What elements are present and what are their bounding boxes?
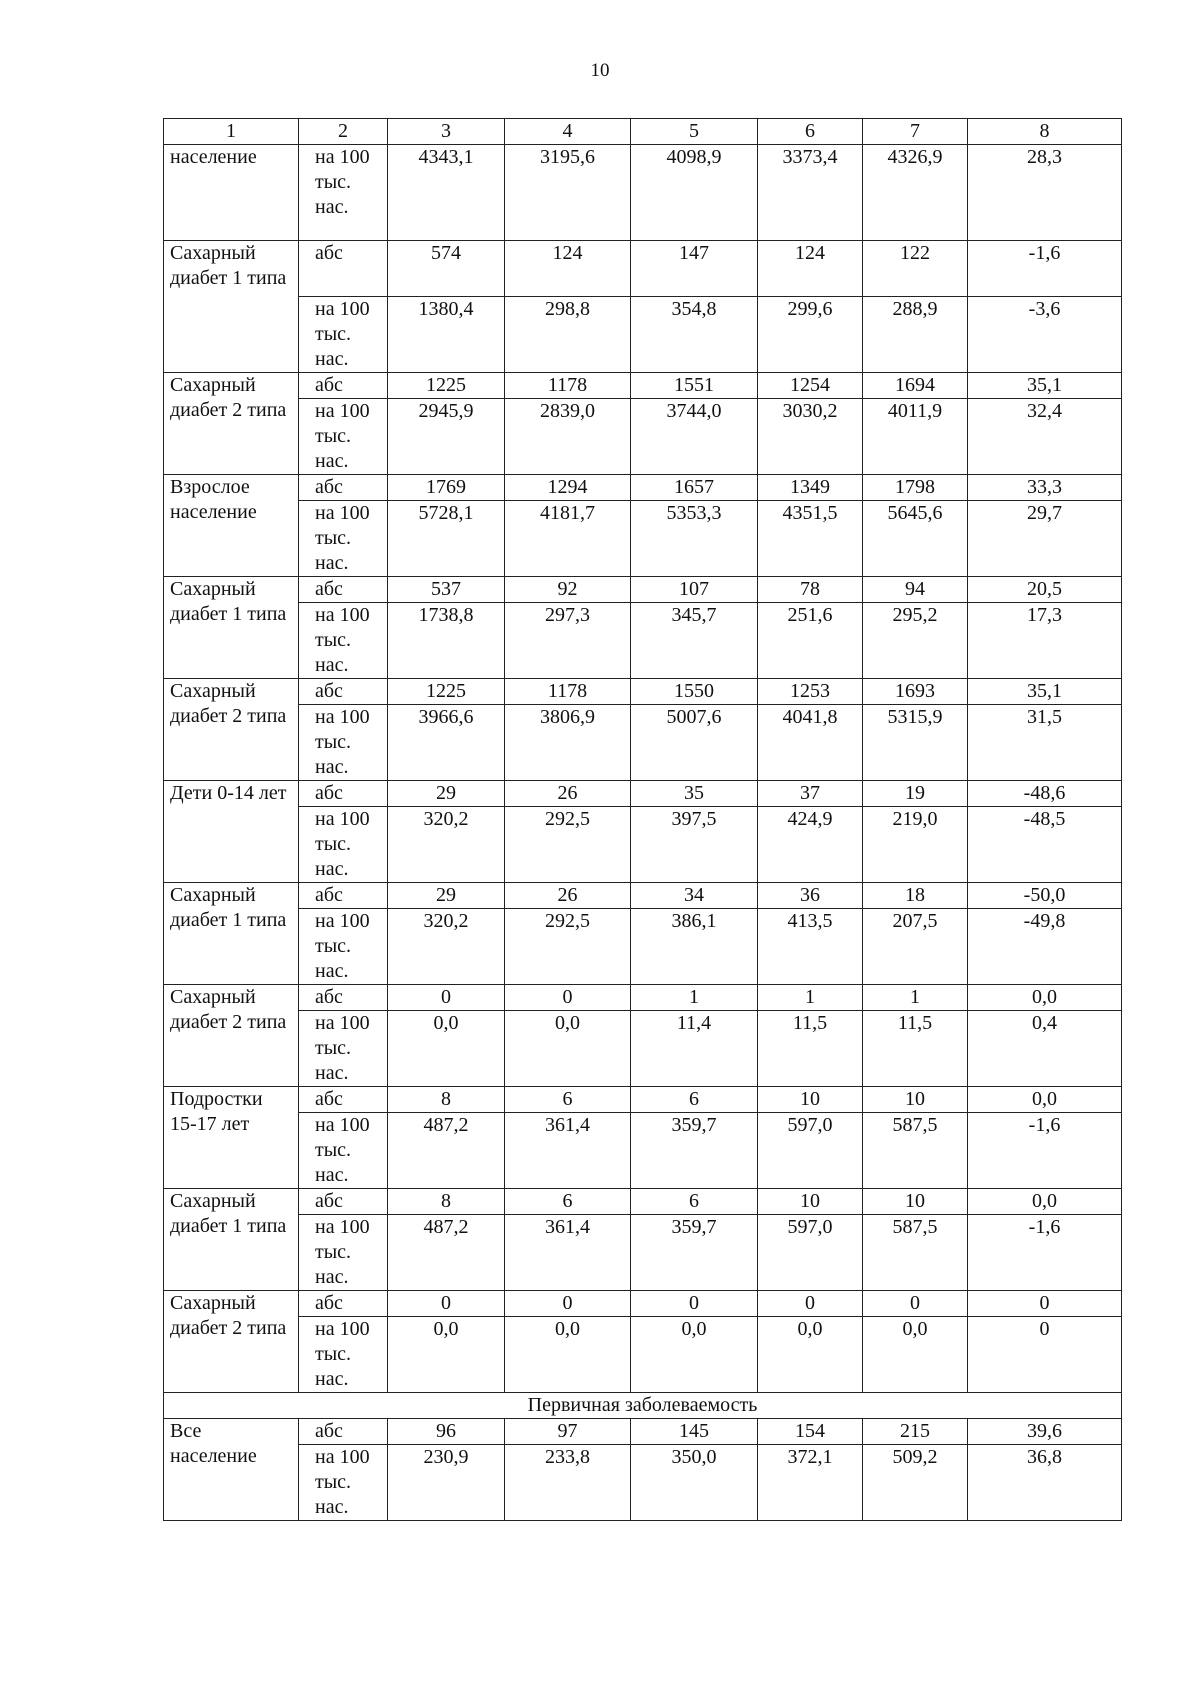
value-cell: 5007,6 [631, 705, 758, 781]
table-row [164, 297, 1122, 373]
column-header: 7 [863, 119, 968, 145]
value-cell: 96 [388, 1419, 505, 1445]
table-row [164, 1189, 1122, 1215]
value-cell: 1253 [758, 679, 863, 705]
unit-cell: абс [299, 1087, 388, 1113]
unit-cell: на 100 тыс. нас. [299, 1317, 388, 1393]
value-cell: 0,0 [968, 1087, 1122, 1113]
table-row [164, 1419, 1122, 1445]
page-number: 10 [590, 60, 610, 81]
value-cell: 299,6 [758, 297, 863, 373]
value-cell: -48,5 [968, 807, 1122, 883]
table-row [164, 705, 1122, 781]
value-cell: 207,5 [863, 909, 968, 985]
value-cell: 37 [758, 781, 863, 807]
value-cell: -48,6 [968, 781, 1122, 807]
unit-cell: абс [299, 475, 388, 501]
value-cell: 1550 [631, 679, 758, 705]
value-cell: 359,7 [631, 1215, 758, 1291]
row-group-label: Сахарный диабет 1 типа [164, 577, 299, 679]
table-row [164, 1215, 1122, 1291]
row-group-label: Сахарный диабет 1 типа [164, 1189, 299, 1291]
row-group-label: население [164, 145, 299, 241]
value-cell: 154 [758, 1419, 863, 1445]
table-row [164, 373, 1122, 399]
table-row [164, 603, 1122, 679]
value-cell: 11,5 [758, 1011, 863, 1087]
unit-cell: на 100 тыс. нас. [299, 705, 388, 781]
unit-cell: на 100 тыс. нас. [299, 1011, 388, 1087]
value-cell: 1657 [631, 475, 758, 501]
column-number-row [164, 119, 1122, 145]
value-cell: 6 [631, 1087, 758, 1113]
value-cell: 1 [863, 985, 968, 1011]
value-cell: 320,2 [388, 909, 505, 985]
value-cell: 597,0 [758, 1113, 863, 1189]
value-cell: 18 [863, 883, 968, 909]
table-row [164, 1445, 1122, 1521]
value-cell: 215 [863, 1419, 968, 1445]
value-cell: 29 [388, 781, 505, 807]
value-cell: 35,1 [968, 373, 1122, 399]
unit-cell: абс [299, 781, 388, 807]
table-row [164, 577, 1122, 603]
value-cell: 17,3 [968, 603, 1122, 679]
value-cell: 0 [388, 1291, 505, 1317]
value-cell: 10 [758, 1189, 863, 1215]
value-cell: 0 [631, 1291, 758, 1317]
value-cell: 297,3 [505, 603, 631, 679]
value-cell: 1 [758, 985, 863, 1011]
row-group-label: Сахарный диабет 2 типа [164, 1291, 299, 1393]
unit-cell: на 100 тыс. нас. [299, 501, 388, 577]
value-cell: 251,6 [758, 603, 863, 679]
value-cell: 4181,7 [505, 501, 631, 577]
value-cell: 35,1 [968, 679, 1122, 705]
value-cell: 5645,6 [863, 501, 968, 577]
value-cell: 597,0 [758, 1215, 863, 1291]
value-cell: 6 [631, 1189, 758, 1215]
value-cell: 0,0 [968, 1189, 1122, 1215]
value-cell: 0 [758, 1291, 863, 1317]
value-cell: 0 [968, 1291, 1122, 1317]
value-cell: 1349 [758, 475, 863, 501]
value-cell: -1,6 [968, 1215, 1122, 1291]
row-group-label: Подростки 15-17 лет [164, 1087, 299, 1189]
table-row [164, 399, 1122, 475]
value-cell: 587,5 [863, 1113, 968, 1189]
section-title: Первичная заболеваемость [164, 1393, 1122, 1419]
value-cell: 1254 [758, 373, 863, 399]
value-cell: 359,7 [631, 1113, 758, 1189]
value-cell: 1178 [505, 373, 631, 399]
table-row [164, 1317, 1122, 1393]
value-cell: -50,0 [968, 883, 1122, 909]
value-cell: 31,5 [968, 705, 1122, 781]
value-cell: 3195,6 [505, 145, 631, 241]
value-cell: 1225 [388, 679, 505, 705]
value-cell: 3806,9 [505, 705, 631, 781]
value-cell: 0,0 [388, 1317, 505, 1393]
value-cell: 0 [863, 1291, 968, 1317]
value-cell: 20,5 [968, 577, 1122, 603]
unit-cell: абс [299, 1189, 388, 1215]
column-header: 2 [299, 119, 388, 145]
value-cell: 487,2 [388, 1215, 505, 1291]
value-cell: 0 [968, 1317, 1122, 1393]
section-header-row [164, 1393, 1122, 1419]
value-cell: 4011,9 [863, 399, 968, 475]
value-cell: 413,5 [758, 909, 863, 985]
value-cell: 6 [505, 1189, 631, 1215]
table-row [164, 1087, 1122, 1113]
value-cell: 147 [631, 241, 758, 297]
value-cell: 3373,4 [758, 145, 863, 241]
value-cell: 361,4 [505, 1113, 631, 1189]
value-cell: 320,2 [388, 807, 505, 883]
value-cell: 4041,8 [758, 705, 863, 781]
value-cell: 397,5 [631, 807, 758, 883]
value-cell: 1798 [863, 475, 968, 501]
row-group-label: Взрослое население [164, 475, 299, 577]
value-cell: 345,7 [631, 603, 758, 679]
value-cell: 0 [505, 985, 631, 1011]
value-cell: 292,5 [505, 807, 631, 883]
value-cell: 92 [505, 577, 631, 603]
value-cell: 1380,4 [388, 297, 505, 373]
value-cell: 509,2 [863, 1445, 968, 1521]
table-row [164, 145, 1122, 241]
table-row [164, 781, 1122, 807]
value-cell: 33,3 [968, 475, 1122, 501]
unit-cell: абс [299, 679, 388, 705]
value-cell: 372,1 [758, 1445, 863, 1521]
row-group-label: Сахарный диабет 2 типа [164, 373, 299, 475]
unit-cell: на 100 тыс. нас. [299, 297, 388, 373]
table-row [164, 985, 1122, 1011]
table-row [164, 807, 1122, 883]
value-cell: 29 [388, 883, 505, 909]
value-cell: -1,6 [968, 241, 1122, 297]
table-row [164, 1113, 1122, 1189]
value-cell: 78 [758, 577, 863, 603]
value-cell: 2945,9 [388, 399, 505, 475]
value-cell: 11,5 [863, 1011, 968, 1087]
value-cell: 97 [505, 1419, 631, 1445]
value-cell: 2839,0 [505, 399, 631, 475]
value-cell: 1738,8 [388, 603, 505, 679]
value-cell: 361,4 [505, 1215, 631, 1291]
row-group-label: Сахарный диабет 1 типа [164, 241, 299, 373]
unit-cell: абс [299, 373, 388, 399]
value-cell: 1693 [863, 679, 968, 705]
unit-cell: абс [299, 985, 388, 1011]
value-cell: 26 [505, 883, 631, 909]
value-cell: 1694 [863, 373, 968, 399]
unit-cell: на 100 тыс. нас. [299, 145, 388, 241]
value-cell: 39,6 [968, 1419, 1122, 1445]
value-cell: 350,0 [631, 1445, 758, 1521]
value-cell: 0,0 [968, 985, 1122, 1011]
table-row [164, 475, 1122, 501]
value-cell: 36 [758, 883, 863, 909]
value-cell: 8 [388, 1189, 505, 1215]
value-cell: 6 [505, 1087, 631, 1113]
value-cell: 10 [863, 1189, 968, 1215]
column-header: 8 [968, 119, 1122, 145]
value-cell: 4098,9 [631, 145, 758, 241]
value-cell: 0,0 [863, 1317, 968, 1393]
row-group-label: Все население [164, 1419, 299, 1521]
value-cell: 574 [388, 241, 505, 297]
value-cell: 11,4 [631, 1011, 758, 1087]
value-cell: 1 [631, 985, 758, 1011]
value-cell: 124 [758, 241, 863, 297]
unit-cell: на 100 тыс. нас. [299, 1113, 388, 1189]
value-cell: 233,8 [505, 1445, 631, 1521]
value-cell: 1225 [388, 373, 505, 399]
unit-cell: абс [299, 1419, 388, 1445]
table-row [164, 1011, 1122, 1087]
value-cell: 26 [505, 781, 631, 807]
value-cell: 4351,5 [758, 501, 863, 577]
value-cell: 3966,6 [388, 705, 505, 781]
value-cell: 28,3 [968, 145, 1122, 241]
unit-cell: на 100 тыс. нас. [299, 909, 388, 985]
value-cell: 4326,9 [863, 145, 968, 241]
statistics-table [163, 118, 1122, 1521]
value-cell: 298,8 [505, 297, 631, 373]
value-cell: 288,9 [863, 297, 968, 373]
unit-cell: абс [299, 1291, 388, 1317]
value-cell: 122 [863, 241, 968, 297]
value-cell: 36,8 [968, 1445, 1122, 1521]
value-cell: 35 [631, 781, 758, 807]
value-cell: 5728,1 [388, 501, 505, 577]
value-cell: 386,1 [631, 909, 758, 985]
value-cell: 0,0 [505, 1011, 631, 1087]
value-cell: 32,4 [968, 399, 1122, 475]
table-row [164, 883, 1122, 909]
value-cell: -49,8 [968, 909, 1122, 985]
row-group-label: Сахарный диабет 2 типа [164, 679, 299, 781]
value-cell: 0,0 [758, 1317, 863, 1393]
value-cell: 8 [388, 1087, 505, 1113]
value-cell: 0 [388, 985, 505, 1011]
column-header: 5 [631, 119, 758, 145]
table-row [164, 241, 1122, 297]
value-cell: 10 [863, 1087, 968, 1113]
row-group-label: Дети 0-14 лет [164, 781, 299, 883]
value-cell: 19 [863, 781, 968, 807]
value-cell: 537 [388, 577, 505, 603]
column-header: 4 [505, 119, 631, 145]
value-cell: 10 [758, 1087, 863, 1113]
value-cell: -1,6 [968, 1113, 1122, 1189]
value-cell: 5353,3 [631, 501, 758, 577]
value-cell: 1769 [388, 475, 505, 501]
unit-cell: на 100 тыс. нас. [299, 807, 388, 883]
value-cell: 3030,2 [758, 399, 863, 475]
value-cell: 219,0 [863, 807, 968, 883]
unit-cell: абс [299, 241, 388, 297]
column-header: 6 [758, 119, 863, 145]
value-cell: 0,0 [388, 1011, 505, 1087]
value-cell: 354,8 [631, 297, 758, 373]
value-cell: 124 [505, 241, 631, 297]
value-cell: 1551 [631, 373, 758, 399]
value-cell: 107 [631, 577, 758, 603]
value-cell: 0,0 [505, 1317, 631, 1393]
unit-cell: абс [299, 577, 388, 603]
unit-cell: на 100 тыс. нас. [299, 1215, 388, 1291]
value-cell: 292,5 [505, 909, 631, 985]
column-header: 1 [164, 119, 299, 145]
table-row [164, 1291, 1122, 1317]
value-cell: 487,2 [388, 1113, 505, 1189]
value-cell: 3744,0 [631, 399, 758, 475]
value-cell: 424,9 [758, 807, 863, 883]
unit-cell: на 100 тыс. нас. [299, 603, 388, 679]
value-cell: 0,4 [968, 1011, 1122, 1087]
table-row [164, 909, 1122, 985]
value-cell: 0,0 [631, 1317, 758, 1393]
value-cell: 34 [631, 883, 758, 909]
unit-cell: на 100 тыс. нас. [299, 399, 388, 475]
value-cell: 295,2 [863, 603, 968, 679]
unit-cell: абс [299, 883, 388, 909]
value-cell: 4343,1 [388, 145, 505, 241]
row-group-label: Сахарный диабет 2 типа [164, 985, 299, 1087]
value-cell: -3,6 [968, 297, 1122, 373]
value-cell: 230,9 [388, 1445, 505, 1521]
value-cell: 145 [631, 1419, 758, 1445]
value-cell: 587,5 [863, 1215, 968, 1291]
value-cell: 29,7 [968, 501, 1122, 577]
table-row [164, 501, 1122, 577]
column-header: 3 [388, 119, 505, 145]
value-cell: 94 [863, 577, 968, 603]
row-group-label: Сахарный диабет 1 типа [164, 883, 299, 985]
unit-cell: на 100 тыс. нас. [299, 1445, 388, 1521]
value-cell: 1178 [505, 679, 631, 705]
value-cell: 0 [505, 1291, 631, 1317]
value-cell: 1294 [505, 475, 631, 501]
value-cell: 5315,9 [863, 705, 968, 781]
table-row [164, 679, 1122, 705]
